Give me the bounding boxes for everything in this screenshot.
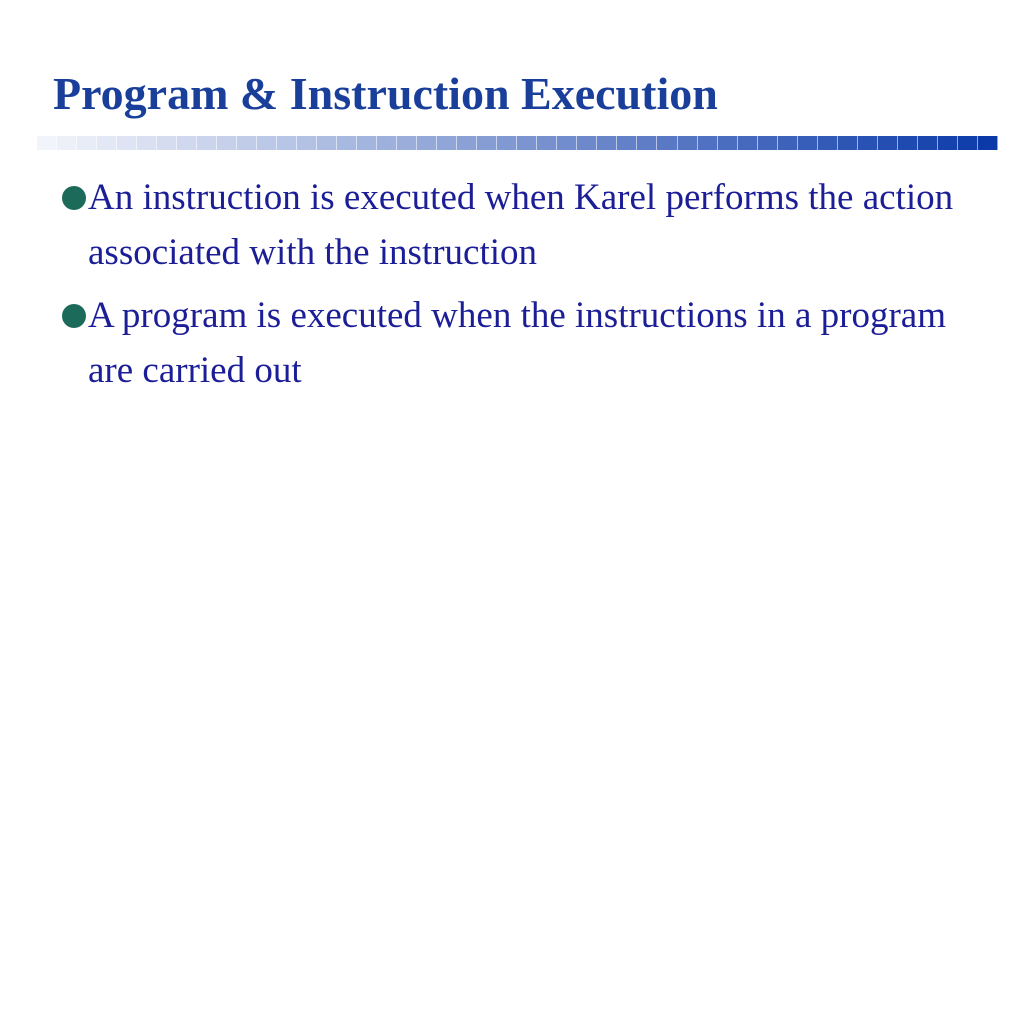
bullet-text: An instruction is executed when Karel performs the action associated with the instruction: [88, 177, 954, 273]
rule-segment: [337, 136, 357, 150]
rule-segment: [637, 136, 657, 150]
rule-segment: [357, 136, 377, 150]
bullet-dot-icon: [62, 186, 86, 210]
rule-segment: [277, 136, 297, 150]
rule-segment: [878, 136, 898, 150]
rule-segment: [577, 136, 597, 150]
rule-segment: [758, 136, 778, 150]
rule-segment: [397, 136, 417, 150]
title-gradient-rule: [37, 136, 998, 150]
rule-segment: [958, 136, 978, 150]
rule-segment: [117, 136, 137, 150]
rule-segment: [778, 136, 798, 150]
rule-segment: [838, 136, 858, 150]
rule-segment: [918, 136, 938, 150]
rule-segment: [377, 136, 397, 150]
rule-segment: [97, 136, 117, 150]
rule-segment: [217, 136, 237, 150]
rule-segment: [698, 136, 718, 150]
rule-segment: [257, 136, 277, 150]
rule-segment: [237, 136, 257, 150]
bullet-item: [62, 288, 982, 398]
bullet-dot-icon: [62, 304, 86, 328]
rule-segment: [297, 136, 317, 150]
rule-segment: [417, 136, 437, 150]
rule-segment: [177, 136, 197, 150]
rule-segment: [557, 136, 577, 150]
rule-segment: [457, 136, 477, 150]
bullet-text: A program is executed when the instructions in a program are carried out: [88, 295, 946, 391]
rule-segment: [477, 136, 497, 150]
bullet-item: [62, 170, 982, 280]
rule-segment: [497, 136, 517, 150]
rule-segment: [37, 136, 57, 150]
rule-segment: [437, 136, 457, 150]
rule-segment: [938, 136, 958, 150]
bullet-list: [62, 170, 982, 406]
slide-title: Program & Instruction Execution: [53, 68, 718, 119]
rule-segment: [517, 136, 537, 150]
rule-segment: [317, 136, 337, 150]
rule-segment: [197, 136, 217, 150]
rule-segment: [657, 136, 677, 150]
rule-segment: [978, 136, 998, 150]
rule-segment: [718, 136, 738, 150]
rule-segment: [157, 136, 177, 150]
rule-segment: [798, 136, 818, 150]
rule-segment: [537, 136, 557, 150]
rule-segment: [57, 136, 77, 150]
rule-segment: [617, 136, 637, 150]
rule-segment: [678, 136, 698, 150]
rule-segment: [597, 136, 617, 150]
rule-segment: [77, 136, 97, 150]
rule-segment: [818, 136, 838, 150]
rule-segment: [137, 136, 157, 150]
rule-segment: [898, 136, 918, 150]
rule-segment: [858, 136, 878, 150]
rule-segment: [738, 136, 758, 150]
